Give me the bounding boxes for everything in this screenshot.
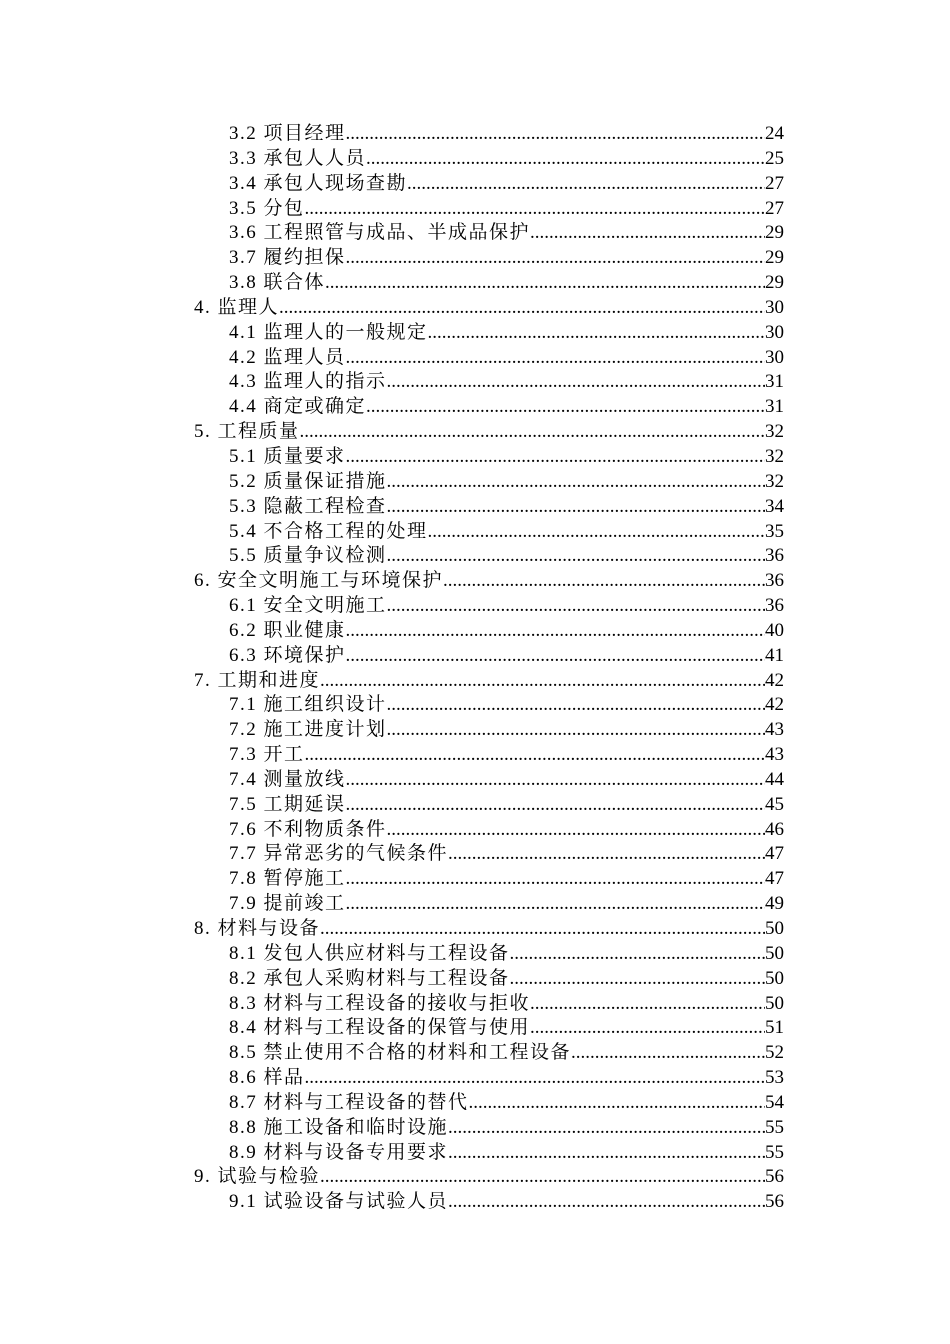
toc-entry-title: 6.2 职业健康	[229, 619, 346, 641]
toc-entry-title: 5. 工程质量	[194, 421, 300, 443]
toc-entry-page-number: 50	[765, 967, 784, 989]
toc-dot-leader	[320, 669, 765, 694]
toc-entry-title: 8.6 样品	[229, 1067, 305, 1089]
toc-section-entry[interactable]	[0, 221, 784, 246]
toc-dot-leader	[346, 644, 765, 669]
toc-section-entry[interactable]	[0, 644, 784, 669]
toc-dot-leader	[510, 967, 765, 992]
toc-dot-leader	[387, 544, 765, 569]
toc-dot-leader	[366, 147, 765, 172]
toc-entry-title: 3.2 项目经理	[229, 123, 346, 144]
toc-entry-page-number: 43	[765, 719, 784, 741]
toc-entry-title: 4.1 监理人的一般规定	[229, 321, 428, 343]
toc-dot-leader	[305, 197, 765, 222]
toc-entry-title: 3.6 工程照管与成品、半成品保护	[229, 222, 531, 244]
toc-dot-leader	[320, 917, 765, 942]
toc-entry-page-number: 29	[765, 222, 784, 244]
toc-entry-title: 8.2 承包人采购材料与工程设备	[229, 967, 510, 989]
toc-entry-page-number: 27	[765, 197, 784, 219]
toc-dot-leader	[530, 1016, 765, 1041]
toc-entry-page-number: 54	[765, 1091, 784, 1113]
toc-dot-leader	[305, 743, 765, 768]
toc-section-entry[interactable]	[0, 867, 784, 892]
toc-entry-page-number: 24	[765, 123, 784, 144]
toc-entry-page-number: 43	[765, 744, 784, 766]
toc-entry-title: 4.3 监理人的指示	[229, 371, 387, 393]
toc-chapter-entry[interactable]	[0, 1165, 784, 1190]
toc-dot-leader	[346, 445, 765, 470]
toc-chapter-entry[interactable]	[0, 296, 784, 321]
toc-dot-leader	[428, 520, 765, 545]
toc-section-entry[interactable]	[0, 743, 784, 768]
toc-entry-page-number: 46	[765, 818, 784, 840]
toc-section-entry[interactable]	[0, 967, 784, 992]
toc-section-entry[interactable]	[0, 370, 784, 395]
toc-entry-page-number: 27	[765, 172, 784, 194]
toc-entry-page-number: 30	[765, 296, 784, 318]
toc-entry-title: 6. 安全文明施工与环境保护	[194, 570, 444, 592]
toc-entry-page-number: 31	[765, 396, 784, 418]
toc-section-entry[interactable]	[0, 520, 784, 545]
toc-entry-page-number: 45	[765, 793, 784, 815]
toc-entry-page-number: 55	[765, 1141, 784, 1163]
toc-section-entry[interactable]	[0, 1091, 784, 1116]
toc-entry-title: 5.1 质量要求	[229, 445, 346, 467]
toc-dot-leader	[448, 1116, 765, 1141]
toc-chapter-entry[interactable]	[0, 569, 784, 594]
toc-entry-page-number: 30	[765, 321, 784, 343]
toc-dot-leader	[469, 1091, 765, 1116]
toc-entry-page-number: 32	[765, 421, 784, 443]
toc-section-entry[interactable]	[0, 122, 784, 147]
toc-section-entry[interactable]	[0, 321, 784, 346]
toc-entry-title: 8.1 发包人供应材料与工程设备	[229, 942, 510, 964]
toc-chapter-entry[interactable]	[0, 669, 784, 694]
toc-entry-title: 5.4 不合格工程的处理	[229, 520, 428, 542]
toc-entry-title: 7.9 提前竣工	[229, 893, 346, 915]
toc-dot-leader	[387, 818, 765, 843]
toc-entry-title: 6.3 环境保护	[229, 644, 346, 666]
toc-dot-leader	[407, 172, 765, 197]
toc-chapter-entry[interactable]	[0, 420, 784, 445]
toc-entry-page-number: 50	[765, 992, 784, 1014]
toc-entry-page-number: 50	[765, 942, 784, 964]
toc-dot-leader	[320, 1165, 765, 1190]
toc-entry-page-number: 36	[765, 595, 784, 617]
toc-dot-leader	[300, 420, 765, 445]
toc-section-entry[interactable]	[0, 942, 784, 967]
toc-entry-title: 5.5 质量争议检测	[229, 545, 387, 567]
toc-entry-title: 4. 监理人	[194, 296, 280, 318]
toc-entry-page-number: 55	[765, 1116, 784, 1138]
toc-entry-title: 3.7 履约担保	[229, 247, 346, 269]
toc-section-entry[interactable]	[0, 1066, 784, 1091]
toc-dot-leader	[387, 718, 765, 743]
toc-entry-title: 8.7 材料与工程设备的替代	[229, 1091, 469, 1113]
toc-entry-title: 7.4 测量放线	[229, 768, 346, 790]
toc-section-entry[interactable]	[0, 1141, 784, 1166]
toc-entry-title: 7.8 暂停施工	[229, 868, 346, 890]
toc-entry-title: 3.5 分包	[229, 197, 305, 219]
toc-entry-title: 7.5 工期延误	[229, 793, 346, 815]
toc-dot-leader	[346, 867, 765, 892]
toc-entry-page-number: 25	[765, 147, 784, 169]
toc-dot-leader	[448, 1190, 765, 1215]
toc-entry-page-number: 29	[765, 247, 784, 269]
toc-entry-title: 6.1 安全文明施工	[229, 595, 387, 617]
toc-section-entry[interactable]	[0, 1116, 784, 1141]
toc-entry-title: 7.1 施工组织设计	[229, 694, 387, 716]
toc-entry-title: 7.6 不利物质条件	[229, 818, 387, 840]
toc-dot-leader	[571, 1041, 765, 1066]
toc-dot-leader	[346, 768, 765, 793]
toc-dot-leader	[346, 793, 765, 818]
toc-entry-page-number: 41	[765, 644, 784, 666]
toc-section-entry[interactable]	[0, 445, 784, 470]
toc-entry-page-number: 32	[765, 445, 784, 467]
toc-entry-page-number: 35	[765, 520, 784, 542]
toc-section-entry[interactable]	[0, 892, 784, 917]
toc-entry-title: 9. 试验与检验	[194, 1166, 321, 1188]
toc-entry-title: 3.8 联合体	[229, 272, 326, 294]
toc-entry-page-number: 32	[765, 470, 784, 492]
toc-chapter-entry[interactable]	[0, 917, 784, 942]
toc-dot-leader	[279, 296, 765, 321]
toc-entry-page-number: 29	[765, 272, 784, 294]
toc-section-entry[interactable]	[0, 793, 784, 818]
toc-dot-leader	[366, 395, 765, 420]
toc-entry-page-number: 34	[765, 495, 784, 517]
toc-dot-leader	[530, 992, 765, 1017]
toc-entry-page-number: 51	[765, 1017, 784, 1039]
toc-dot-leader	[448, 842, 765, 867]
toc-section-entry[interactable]	[0, 818, 784, 843]
toc-entry-page-number: 56	[765, 1191, 784, 1213]
toc-dot-leader	[387, 495, 765, 520]
toc-entry-page-number: 52	[765, 1042, 784, 1064]
toc-section-entry[interactable]	[0, 544, 784, 569]
toc-entry-title: 5.3 隐蔽工程检查	[229, 495, 387, 517]
toc-section-entry[interactable]	[0, 197, 784, 222]
toc-dot-leader	[510, 942, 765, 967]
toc-dot-leader	[346, 892, 765, 917]
toc-dot-leader	[387, 370, 765, 395]
toc-entry-page-number: 31	[765, 371, 784, 393]
toc-section-entry[interactable]	[0, 147, 784, 172]
toc-entry-title: 3.3 承包人人员	[229, 147, 367, 169]
toc-entry-page-number: 42	[765, 694, 784, 716]
toc-dot-leader	[387, 470, 765, 495]
toc-section-entry[interactable]	[0, 842, 784, 867]
toc-dot-leader	[325, 271, 765, 296]
toc-section-entry[interactable]	[0, 1041, 784, 1066]
toc-section-entry[interactable]	[0, 395, 784, 420]
toc-dot-leader	[346, 346, 765, 371]
toc-dot-leader	[428, 321, 765, 346]
toc-entry-page-number: 49	[765, 893, 784, 915]
toc-section-entry[interactable]	[0, 693, 784, 718]
toc-dot-leader	[305, 1066, 765, 1091]
toc-section-entry[interactable]	[0, 271, 784, 296]
toc-section-entry[interactable]	[0, 470, 784, 495]
toc-entry-title: 8.3 材料与工程设备的接收与拒收	[229, 992, 531, 1014]
toc-entry-page-number: 36	[765, 570, 784, 592]
toc-entry-page-number: 47	[765, 843, 784, 865]
toc-section-entry[interactable]	[0, 768, 784, 793]
toc-entry-page-number: 47	[765, 868, 784, 890]
toc-section-entry[interactable]	[0, 718, 784, 743]
toc-dot-leader	[346, 619, 765, 644]
toc-entry-page-number: 30	[765, 346, 784, 368]
toc-entry-title: 8.4 材料与工程设备的保管与使用	[229, 1017, 531, 1039]
toc-entry-title: 4.2 监理人员	[229, 346, 346, 368]
toc-dot-leader	[387, 693, 765, 718]
toc-dot-leader	[448, 1141, 765, 1166]
toc-entry-title: 4.4 商定或确定	[229, 396, 367, 418]
toc-entry-title: 5.2 质量保证措施	[229, 470, 387, 492]
toc-entry-page-number: 40	[765, 619, 784, 641]
toc-dot-leader	[387, 594, 765, 619]
toc-section-entry[interactable]	[0, 172, 784, 197]
toc-section-entry[interactable]	[0, 594, 784, 619]
table-of-contents	[0, 122, 950, 1215]
toc-entry-page-number: 50	[765, 918, 784, 939]
toc-entry-title: 7.7 异常恶劣的气候条件	[229, 843, 449, 865]
toc-dot-leader	[346, 246, 765, 271]
toc-dot-leader	[346, 122, 765, 147]
toc-entry-page-number: 42	[765, 669, 784, 691]
toc-dot-leader	[443, 569, 765, 594]
toc-entry-title: 7.3 开工	[229, 744, 305, 766]
toc-entry-title: 8.5 禁止使用不合格的材料和工程设备	[229, 1042, 572, 1064]
toc-entry-title: 7. 工期和进度	[194, 669, 321, 691]
toc-entry-page-number: 56	[765, 1166, 784, 1188]
toc-section-entry[interactable]	[0, 346, 784, 371]
toc-dot-leader	[530, 221, 765, 246]
toc-section-entry[interactable]	[0, 1190, 784, 1215]
toc-entry-page-number: 36	[765, 545, 784, 567]
toc-entry-title: 9.1 试验设备与试验人员	[229, 1191, 449, 1213]
toc-entry-title: 7.2 施工进度计划	[229, 719, 387, 741]
toc-section-entry[interactable]	[0, 619, 784, 644]
toc-section-entry[interactable]	[0, 992, 784, 1017]
toc-section-entry[interactable]	[0, 495, 784, 520]
toc-section-entry[interactable]	[0, 246, 784, 271]
toc-entry-title: 8.9 材料与设备专用要求	[229, 1141, 449, 1163]
toc-entry-page-number: 53	[765, 1067, 784, 1089]
toc-entry-page-number: 44	[765, 768, 784, 790]
toc-entry-title: 8. 材料与设备	[194, 918, 321, 939]
toc-section-entry[interactable]	[0, 1016, 784, 1041]
toc-entry-title: 8.8 施工设备和临时设施	[229, 1116, 449, 1138]
toc-entry-title: 3.4 承包人现场查勘	[229, 172, 408, 194]
